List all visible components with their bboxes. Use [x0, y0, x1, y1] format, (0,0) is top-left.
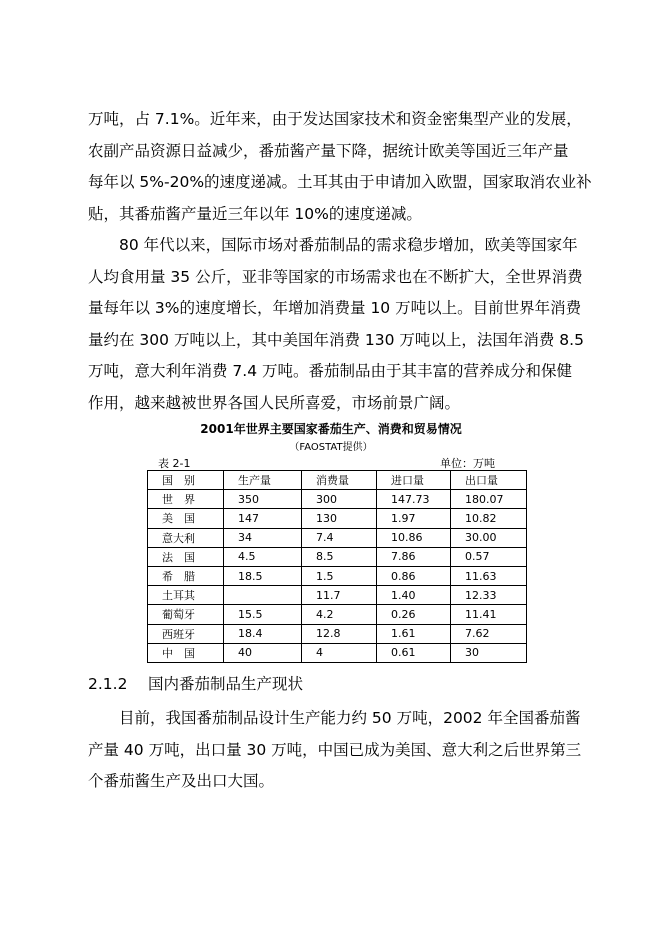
- cell-consumption: 4.2: [302, 605, 377, 624]
- cell-export: 180.07: [451, 490, 527, 509]
- cell-export: 7.62: [451, 624, 527, 643]
- cell-country: 意大利: [148, 528, 224, 547]
- cell-consumption: 300: [302, 490, 377, 509]
- header-export: 出口量: [451, 471, 527, 490]
- header-import: 进口量: [377, 471, 451, 490]
- text-line: 每年以 5%-20%的速度递减。土耳其由于申请加入欧盟，国家取消农业补: [88, 173, 592, 191]
- text-line: 人均食用量 35 公斤，亚非等国家的市场需求也在不断扩大，全世界消费: [88, 267, 583, 286]
- cell-consumption: 1.5: [302, 566, 377, 585]
- table-row: [148, 490, 527, 509]
- cell-country: 葡萄牙: [148, 605, 224, 624]
- cell-import: 147.73: [377, 490, 451, 509]
- cell-consumption: 7.4: [302, 528, 377, 547]
- cell-import: 0.86: [377, 566, 451, 585]
- cell-import: 0.61: [377, 643, 451, 662]
- cell-consumption: 130: [302, 509, 377, 528]
- cell-export: 0.57: [451, 547, 527, 566]
- header-production: 生产量: [224, 471, 302, 490]
- cell-country: 中 国: [148, 643, 224, 662]
- text-line: 万吨，占 7.1%。近年来，由于发达国家技术和资金密集型产业的发展，: [88, 110, 582, 128]
- text-line: 个番茄酱生产及出口大国。: [88, 772, 275, 790]
- cell-export: 11.41: [451, 605, 527, 624]
- cell-production: 15.5: [224, 605, 302, 624]
- table-source: （FAOSTAT提供）: [289, 442, 373, 453]
- text-line: 万吨，意大利年消费 7.4 万吨。番茄制品由于其丰富的营养成分和保健: [88, 362, 573, 380]
- cell-import: 7.86: [377, 547, 451, 566]
- section-title: 国内番茄制品生产现状: [148, 675, 304, 693]
- cell-production: 4.5: [224, 547, 302, 566]
- tomato-trade-table: [147, 470, 527, 663]
- cell-production: 18.5: [224, 566, 302, 585]
- text-line: 量约在 300 万吨以上，其中美国年消费 130 万吨以上，法国年消费 8.5: [88, 330, 584, 349]
- cell-import: 1.61: [377, 624, 451, 643]
- cell-consumption: 4: [302, 643, 377, 662]
- table-row: [148, 547, 527, 566]
- text-line: 80 年代以来，国际市场对番茄制品的需求稳步增加，欧美等国家年: [88, 236, 578, 254]
- cell-consumption: 8.5: [302, 547, 377, 566]
- cell-production: 350: [224, 490, 302, 509]
- cell-production: 18.4: [224, 624, 302, 643]
- text-line: 产量 40 万吨，出口量 30 万吨，中国已成为美国、意大利之后世界第三: [88, 740, 582, 759]
- cell-production: 147: [224, 509, 302, 528]
- cell-export: 11.63: [451, 566, 527, 585]
- cell-export: 12.33: [451, 586, 527, 605]
- header-consumption: 消费量: [302, 471, 377, 490]
- cell-consumption: 11.7: [302, 586, 377, 605]
- text-line: 量每年以 3%的速度增长，年增加消费量 10 万吨以上。目前世界年消费: [88, 299, 582, 317]
- paragraph-world-consumption: [88, 230, 588, 419]
- cell-import: 1.97: [377, 509, 451, 528]
- cell-production: [224, 586, 302, 605]
- text-line: 目前，我国番茄制品设计生产能力约 50 万吨，2002 年全国番茄酱: [88, 709, 581, 727]
- cell-country: 法 国: [148, 547, 224, 566]
- cell-production: 40: [224, 643, 302, 662]
- cell-consumption: 12.8: [302, 624, 377, 643]
- cell-export: 30: [451, 643, 527, 662]
- cell-country: 西班牙: [148, 624, 224, 643]
- text-line: 作用，越来越被世界各国人民所喜爱，市场前景广阔。: [88, 393, 461, 412]
- table-header-row: [148, 471, 527, 490]
- table-row: [148, 624, 527, 643]
- table-row: [148, 509, 527, 528]
- section-heading: [88, 672, 303, 694]
- table-title: 2001年世界主要国家番茄生产、消费和贸易情况: [200, 422, 462, 436]
- table-row: [148, 605, 527, 624]
- cell-country: 世 界: [148, 490, 224, 509]
- cell-import: 1.40: [377, 586, 451, 605]
- table-unit: 单位：万吨: [440, 457, 495, 470]
- header-country: 国 别: [148, 471, 224, 490]
- cell-export: 10.82: [451, 509, 527, 528]
- table-caption: 表 2-1: [158, 457, 191, 470]
- cell-import: 10.86: [377, 528, 451, 547]
- paragraph-domestic-production: [88, 703, 588, 798]
- cell-export: 30.00: [451, 528, 527, 547]
- cell-import: 0.26: [377, 605, 451, 624]
- cell-country: 土耳其: [148, 586, 224, 605]
- table-row: [148, 566, 527, 585]
- section-number: 2.1.2: [88, 675, 128, 693]
- table-row: [148, 643, 527, 662]
- cell-country: 希 腊: [148, 566, 224, 585]
- cell-production: 34: [224, 528, 302, 547]
- text-line: 农副产品资源日益减少，番茄酱产量下降，据统计欧美等国近三年产量: [88, 141, 569, 160]
- table-row: [148, 586, 527, 605]
- table-row: [148, 528, 527, 547]
- text-line: 贴，其番茄酱产量近三年以年 10%的速度递减。: [88, 204, 422, 223]
- paragraph-world-production-trend: [88, 104, 592, 230]
- cell-country: 美 国: [148, 509, 224, 528]
